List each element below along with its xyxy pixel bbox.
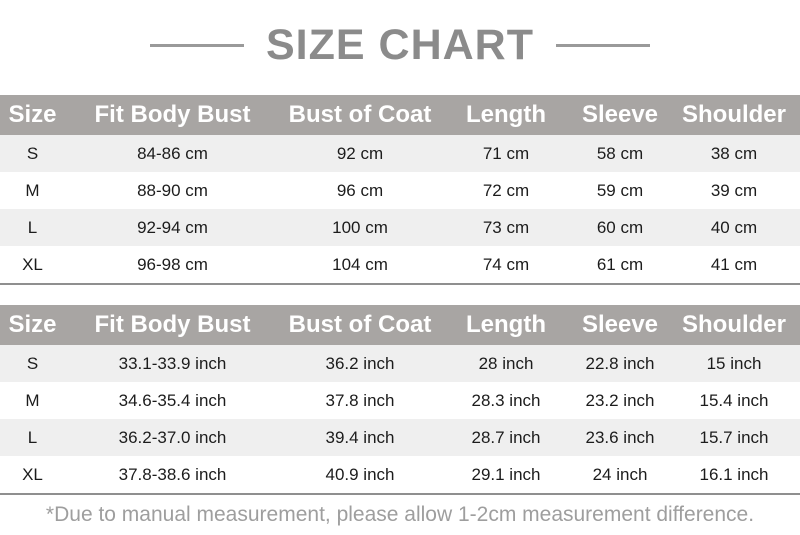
cell-fit-body-bust: 37.8-38.6 inch xyxy=(118,464,227,484)
cell-sleeve: 23.2 inch xyxy=(585,390,655,410)
cell-bust-of-coat: 36.2 inch xyxy=(325,353,395,373)
cell-shoulder: 15 inch xyxy=(706,353,762,373)
cell-shoulder: 15.7 inch xyxy=(699,427,769,447)
cell-length: 28 inch xyxy=(478,353,534,373)
col-header-size: Size xyxy=(0,95,65,135)
size-table-cm xyxy=(0,95,800,285)
cell-fit-body-bust: 84-86 cm xyxy=(137,143,208,163)
table-row-s-inch xyxy=(0,345,800,382)
col-header-size: Size xyxy=(0,305,65,345)
table-row-s-cm xyxy=(0,135,800,172)
table-row-xl-inch xyxy=(0,456,800,494)
cell-sleeve: 59 cm xyxy=(596,180,644,200)
cell-shoulder: 39 cm xyxy=(710,180,758,200)
table-row-l-inch xyxy=(0,419,800,456)
cell-length: 29.1 inch xyxy=(471,464,541,484)
table-header-row-inch xyxy=(0,305,800,345)
cell-shoulder: 15.4 inch xyxy=(699,390,769,410)
cell-fit-body-bust: 33.1-33.9 inch xyxy=(118,353,227,373)
cell-shoulder: 40 cm xyxy=(710,217,758,237)
cell-size: L xyxy=(27,217,38,237)
cell-sleeve: 61 cm xyxy=(596,254,644,274)
cell-length: 73 cm xyxy=(482,217,530,237)
col-header-fit-body-bust: Fit Body Bust xyxy=(65,305,280,345)
cell-sleeve: 22.8 inch xyxy=(585,353,655,373)
cell-sleeve: 60 cm xyxy=(596,217,644,237)
cell-bust-of-coat: 100 cm xyxy=(332,217,388,237)
col-header-fit-body-bust: Fit Body Bust xyxy=(65,95,280,135)
cell-size: L xyxy=(27,427,38,447)
cell-bust-of-coat: 37.8 inch xyxy=(325,390,395,410)
cell-fit-body-bust: 92-94 cm xyxy=(137,217,208,237)
cell-length: 72 cm xyxy=(482,180,530,200)
col-header-shoulder: Shoulder xyxy=(668,305,800,345)
cell-size: XL xyxy=(22,254,43,274)
cell-size: S xyxy=(26,353,39,373)
cell-fit-body-bust: 36.2-37.0 inch xyxy=(118,427,227,447)
cell-size: XL xyxy=(22,464,43,484)
col-header-sleeve: Sleeve xyxy=(572,95,668,135)
cell-bust-of-coat: 39.4 inch xyxy=(325,427,395,447)
measurement-disclaimer: *Due to manual measurement, please allow 1-2cm measurement difference. xyxy=(45,503,755,526)
cell-length: 71 cm xyxy=(482,143,530,163)
col-header-shoulder: Shoulder xyxy=(668,95,800,135)
cell-sleeve: 58 cm xyxy=(596,143,644,163)
title-row xyxy=(0,0,800,90)
cell-shoulder: 16.1 inch xyxy=(699,464,769,484)
cell-fit-body-bust: 88-90 cm xyxy=(137,180,208,200)
table-row-m-inch xyxy=(0,382,800,419)
cell-bust-of-coat: 92 cm xyxy=(336,143,384,163)
table-header-row-cm xyxy=(0,95,800,135)
cell-shoulder: 38 cm xyxy=(710,143,758,163)
cell-size: S xyxy=(26,143,39,163)
col-header-bust-of-coat: Bust of Coat xyxy=(280,305,440,345)
table-row-m-cm xyxy=(0,172,800,209)
cell-sleeve: 24 inch xyxy=(592,464,648,484)
size-table-inch xyxy=(0,305,800,495)
col-header-bust-of-coat: Bust of Coat xyxy=(280,95,440,135)
cell-length: 28.7 inch xyxy=(471,427,541,447)
cell-size: M xyxy=(25,180,40,200)
cell-fit-body-bust: 96-98 cm xyxy=(137,254,208,274)
cell-bust-of-coat: 104 cm xyxy=(332,254,388,274)
page-title: SIZE CHART xyxy=(266,20,534,69)
cell-bust-of-coat: 40.9 inch xyxy=(325,464,395,484)
table-row-xl-cm xyxy=(0,246,800,284)
col-header-length: Length xyxy=(440,95,572,135)
table-row-l-cm xyxy=(0,209,800,246)
cell-fit-body-bust: 34.6-35.4 inch xyxy=(118,390,227,410)
cell-sleeve: 23.6 inch xyxy=(585,427,655,447)
cell-shoulder: 41 cm xyxy=(710,254,758,274)
col-header-sleeve: Sleeve xyxy=(572,305,668,345)
cell-length: 28.3 inch xyxy=(471,390,541,410)
col-header-length: Length xyxy=(440,305,572,345)
title-line-left xyxy=(150,44,244,47)
cell-bust-of-coat: 96 cm xyxy=(336,180,384,200)
cell-length: 74 cm xyxy=(482,254,530,274)
cell-size: M xyxy=(25,390,40,410)
title-line-right xyxy=(556,44,650,47)
